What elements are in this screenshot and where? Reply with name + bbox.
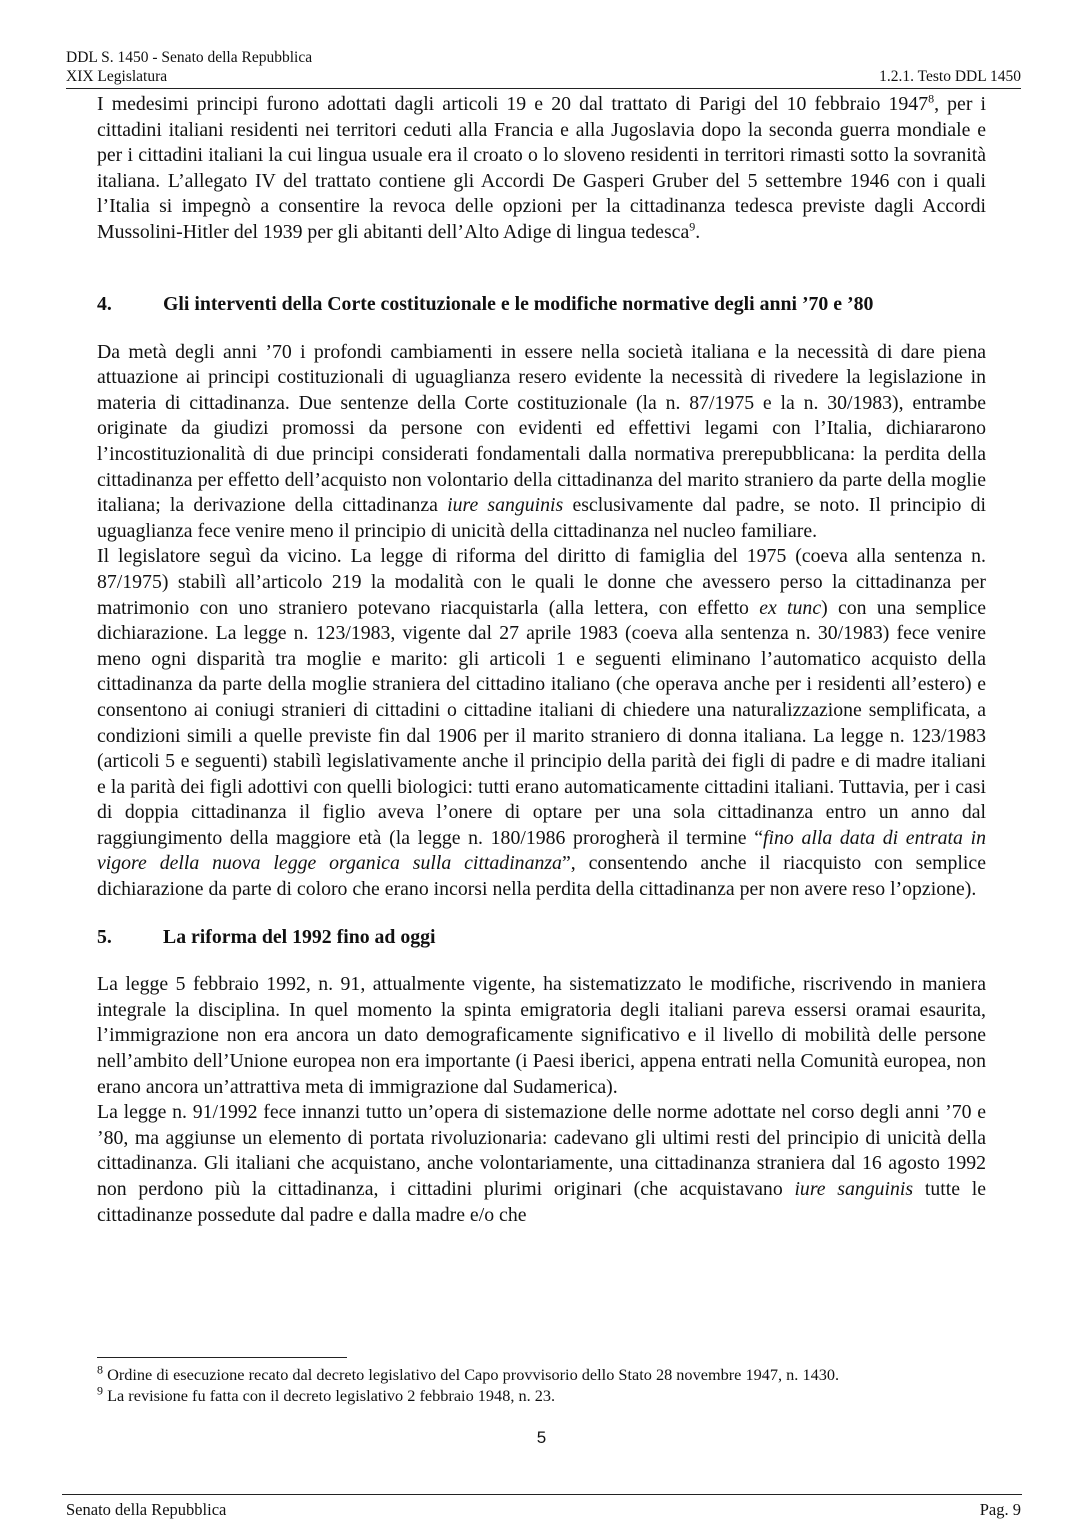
footnote-8: $^8$ Ordine di esecuzione recato dal decreto legislativo del Capo provvisorio dello Stato 28 novembre 1947, n. 1430. <box>97 1362 840 1384</box>
header-divider <box>66 88 1021 89</box>
footnote-9: $^9$ La revisione fu fatta con il decreto legislativo 2 febbraio 1948, n. 23. <box>97 1383 556 1405</box>
section-title: La riforma del 1992 fino ad oggi <box>163 925 436 948</box>
footer-divider <box>62 1494 1022 1495</box>
paragraph-treaty-paris: I medesimi principi furono adottati dagli articoli 19 e 20 dal trattato di Parigi del 10 febbraio 1947$^8$, per i cittadini italiani residenti nei territori ceduti alla Francia e alla Jugoslavia dopo la seconda guerra mondiale e per i cittadini italiani la cui lingua usuale era il croato o lo sloveno residenti in territori rimasti sotto la sovranità italiana. L’allegato IV del trattato contiene gli Accordi De Gasperi Gruber del 5 settembre 1946 con i quali l’Italia si impegnò a consentire la revoca delle opzioni per la cittadinanza tedesca previste dagli Accordi Mussolini-Hitler del 1939 per gli abitanti dell’Alto Adige di lingua tedesca$^9$. <box>97 91 987 243</box>
section-heading-5 <box>97 925 986 951</box>
paragraph-corte-costituzionale: Da metà degli anni ’70 i profondi cambiamenti in essere nella società italiana e la necessità di dare piena attuazione ai principi costituzionali di uguaglianza resero evidente la necessità di rivedere la legislazione in materia di cittadinanza. Due sentenze della Corte costituzionale (la n. 87/1975 e la n. 30/1983), entrambe originate da giudizi promossi da persone con evidenti ed effettivi legami con l’Italia, dichiararono l’incostituzionalità di due principi considerati fondamentali dalla normativa prerepubblicana: la perdita della cittadinanza per effetto dell’acquisto non volontario della cittadinanza del marito straniero da parte della moglie italiana; la derivazione della cittadinanza iure sanguinis esclusivamente dal padre, se noto. Il principio di uguaglianza fece venire meno il principio di unicità della cittadinanza nel nucleo familiare. <box>97 340 986 542</box>
paragraph-legislatore: Il legislatore seguì da vicino. La legge di riforma del diritto di famiglia del 1975 (coeva alla sentenza n. 87/1975) stabilì all’articolo 219 la modalità con le quali le donne che avessero perso la cittadinanza per matrimonio con uno straniero potevano riacquistarla (alla lettera, con effetto ex tunc) con una semplice dichiarazione. La legge n. 123/1983, vigente dal 27 aprile 1983 (coeva alla sentenza n. 30/1983) fece venire meno ogni disparità tra moglie e marito: gli articoli 1 e seguenti eliminano l’automatico acquisto della cittadinanza da parte della moglie straniera del cittadino italiano (che operava anche per i residenti all’estero) e consentono ai coniugi stranieri di cittadini o cittadine italiani di chiedere una naturalizzazione semplificata, a condizioni simili a quelle previste fin dal 1906 per il marito straniero di donna italiana. La legge n. 123/1983 (articoli 5 e seguenti) stabilì legislativamente anche il principio della parità dei figli di padre e di madre italiani e la parità dei figli adottivi con quelli biologici: tutti erano automaticamente cittadini italiani. Tuttavia, per i casi di doppia cittadinanza il figlio aveva l’onere di optare per una sola cittadinanza entro un anno dal raggiungimento della maggiore età (la legge n. 180/1986 prorogherà il termine “fino alla data di entrata in vigore della nuova legge organica sulla cittadinanza”, consentendo anche il riacquisto con semplice dichiarazione da parte di coloro che erano incorsi nella perdita della cittadinanza per non avere reso l’opzione). <box>97 545 986 901</box>
document-body <box>97 92 986 1228</box>
footer-institution: Senato della Repubblica <box>66 1500 227 1519</box>
document-page-number: 5 <box>536 1428 547 1447</box>
paragraph-legge-1992: La legge 5 febbraio 1992, n. 91, attualmente vigente, ha sistematizzato le modifiche, riscrivendo in maniera integrale la disciplina. In quel momento la spinta emigratoria degli italiani pareva essersi oramai esaurita, l’immigrazione non era ancora un dato demograficamente significativo e il livello di mobilità delle persone nell’ambito dell’Unione europea non era importante (i Paesi iberici, appena entrati nella Comunità europea, non erano ancora un’attrattiva meta di immigrazione dal Sudamerica). <box>97 973 986 1098</box>
section-heading-4 <box>97 292 986 318</box>
page-header <box>66 48 1021 86</box>
header-section-ref: 1.2.1. Testo DDL 1450 <box>879 68 1021 85</box>
section-title: Gli interventi della Corte costituzionale e le modifiche normative degli anni ’70 e ’80 <box>163 293 874 315</box>
footnotes <box>97 1364 986 1406</box>
section-number: 4. <box>97 293 112 315</box>
paragraph-legge-91-1992: La legge n. 91/1992 fece innanzi tutto un’opera di sistemazione delle norme adottate nel corso degli anni ’70 e ’80, ma aggiunse un elemento di portata rivoluzionaria: cadevano gli ultimi resti del principio di unicità della cittadinanza. Gli italiani che acquistano, anche volontariamente, una cittadinanza straniera dal 16 agosto 1992 non perdono più la cittadinanza, i cittadini plurimi originari (che acquistavano iure sanguinis tutte le cittadinanze possedute dal padre e dalla madre e/o che <box>97 1101 987 1226</box>
section-number: 5. <box>97 925 112 948</box>
footnote-ref-9[interactable]: 9 <box>689 219 696 234</box>
page-footer <box>66 1500 1021 1520</box>
header-document-id: DDL S. 1450 - Senato della Repubblica <box>66 49 313 66</box>
footer-page: Pag. 9 <box>979 1500 1021 1519</box>
footnote-ref-8[interactable]: 8 <box>928 91 935 106</box>
footnote-divider <box>97 1357 347 1358</box>
header-row <box>66 67 1021 86</box>
header-legislature: XIX Legislatura <box>66 68 168 85</box>
